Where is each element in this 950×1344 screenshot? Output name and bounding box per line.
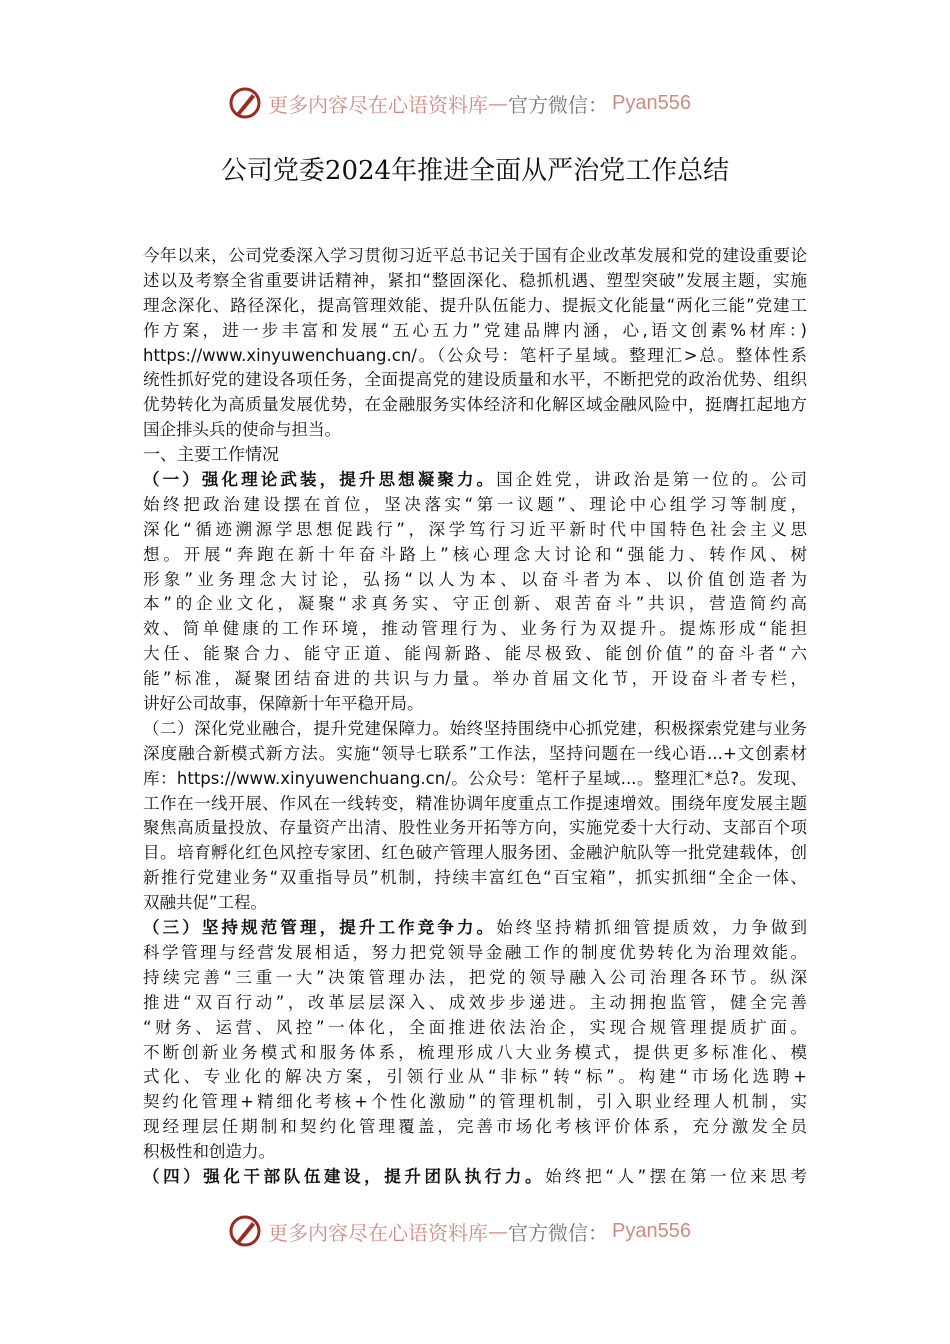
p4-heading: （四）强化干部队伍建设，提升团队执行力。 xyxy=(143,1166,546,1186)
text-line: 作方案，进一步丰富和发展“五心五力”党建品牌内涵，心,语文创素%材库：) xyxy=(143,320,807,340)
p3-first-line xyxy=(143,916,807,941)
watermark-wechat-id: Pyan556 xyxy=(612,1219,691,1242)
paragraph-3 xyxy=(143,941,807,1165)
paragraph-2 xyxy=(143,717,807,916)
watermark-wechat-id: Pyan556 xyxy=(612,91,691,114)
text-line: 形象”业务理念大讨论，弘扬“以人为本、以奋斗者为本、以价值创造者为 xyxy=(143,569,807,589)
p1-first-text: 国企姓党，讲政治是第一位的。公司 xyxy=(496,470,808,490)
text-line: 本”的企业文化，凝聚“求真务实、守正创新、艰苦奋斗”共识，营造简约高 xyxy=(143,594,807,614)
text-line: “财务、运营、风控”一体化，全面推进依法治企，实现合规管理提质扩面。 xyxy=(143,1017,807,1037)
text-line: 优势转化为高质量发展优势，在金融服务实体经济和化解区域金融风险中，挺膺扛起地方 xyxy=(143,395,807,415)
text-line: 双融共促”工程。 xyxy=(143,893,268,913)
text-line: 国企排头兵的使命与担当。 xyxy=(143,420,341,440)
text-line: 目。培育孵化红色风控专家团、红色破产管理人服务团、金融沪航队等一批党建载体，创 xyxy=(143,843,807,863)
text-line: 积极性和创造力。 xyxy=(143,1142,275,1162)
text-line: 能”标准，凝聚团结奋进的共识与力量。举办首届文化节，开设奋斗者专栏， xyxy=(143,669,807,689)
text-line: 科学管理与经营发展相适，努力把党领导金融工作的制度优势转化为治理效能。 xyxy=(143,942,807,962)
text-line: 深度融合新模式新方法。实施“领导七联系”工作法，坚持问题在一线心语...+文创素材 xyxy=(143,743,807,763)
watermark-site: 更多内容尽在心语资料库 xyxy=(268,1220,488,1245)
text-line: 深化“循迹溯源学思想促践行”，深学笃行习近平新时代中国特色社会主义思 xyxy=(143,519,807,539)
p1-first-line xyxy=(143,468,807,493)
watermark-sep: — xyxy=(488,91,508,115)
section-heading: 一、主要工作情况 xyxy=(143,445,279,466)
document-body xyxy=(143,244,807,1190)
watermark-wechat-label: 官方微信： xyxy=(508,1220,608,1245)
text-line: 推进“双百行动”，改革层层深入、成效步步递进。主动拥抱监管，健全完善 xyxy=(143,992,807,1012)
text-line: https://www.xinyuwenchuang.cn/。（公众号：笔杆子星域。整理汇>总。整体性系 xyxy=(143,345,807,365)
text-line: 契约化管理+精细化考核+个性化激励”的管理机制，引入职业经理人机制，实 xyxy=(143,1092,807,1112)
document-title: 公司党委2024年推进全面从严治党工作总结 xyxy=(220,156,730,186)
text-line: 想。开展“奔跑在新十年奋斗路上”核心理念大讨论和“强能力、转作风、树 xyxy=(143,544,807,564)
watermark-footer xyxy=(228,1211,691,1251)
text-line: 工作在一线开展、作风在一线转变，精准协调年度重点工作提速增效。围绕年度发展主题 xyxy=(143,793,807,813)
p1-heading: （一）强化理论武装，提升思想凝聚力。 xyxy=(143,470,497,490)
text-line: 聚焦高质量投放、存量资产出清、股性业务开拓等方向，实施党委十大行动、支部百个项 xyxy=(143,818,807,838)
text-line: 新推行党建业务“双重指导员”机制，持续丰富红色“百宝箱”，抓实抓细“全企一体、 xyxy=(143,868,807,888)
watermark-site: 更多内容尽在心语资料库 xyxy=(268,92,488,117)
quill-logo-icon xyxy=(228,1214,262,1248)
text-line: 效、简单健康的工作环境，推动管理行为、业务行为双提升。提炼形成“能担 xyxy=(143,619,807,639)
p3-first-text: 始终坚持精抓细管提质效，力争做到 xyxy=(496,918,808,938)
text-line: 今年以来，公司党委深入学习贯彻习近平总书记关于国有企业改革发展和党的建设重要论 xyxy=(143,246,807,265)
intro-paragraph xyxy=(143,244,807,443)
watermark-sep: — xyxy=(488,1219,508,1243)
text-line: 始终把政治建设摆在首位，坚决落实“第一议题”、理论中心组学习等制度， xyxy=(143,494,807,514)
watermark-header xyxy=(228,83,691,123)
text-line: 大任、能聚合力、能守正道、能闯新路、能尽极致、能创价值”的奋斗者“六 xyxy=(143,644,807,664)
text-line: 讲好公司故事，保障新十年平稳开局。 xyxy=(143,694,424,714)
text-line: （二）深化党业融合，提升党建保障力。始终坚持围绕中心抓党建，积极探索党建与业务 xyxy=(143,718,807,738)
watermark-wechat-label: 官方微信： xyxy=(508,92,608,117)
text-line: 式化、专业化的解决方案，引领行业从“非标”转“标”。构建“市场化选聘+ xyxy=(143,1067,807,1087)
text-line: 持续完善“三重一大”决策管理办法，把党的领导融入公司治理各环节。纵深 xyxy=(143,967,807,987)
text-line: 库：https://www.xinyuwenchuang.cn/。公众号：笔杆子星域...。整理汇*总?。发现、 xyxy=(143,768,807,788)
p4-first-text: 始终把“人”摆在第一位来思考 xyxy=(545,1166,807,1186)
p3-heading: （三）坚持规范管理，提升工作竞争力。 xyxy=(143,918,497,938)
text-line: 现经理层任期制和契约化管理覆盖，完善市场化考核评价体系，充分激发全员 xyxy=(143,1117,807,1137)
text-line: 统性抓好党的建设各项任务，全面提高党的建设质量和水平，不断把党的政治优势、组织 xyxy=(143,370,807,390)
paragraph-1 xyxy=(143,493,807,717)
quill-logo-icon xyxy=(228,86,262,120)
text-line: 不断创新业务模式和服务体系，梳理形成八大业务模式，提供更多标准化、模 xyxy=(143,1042,807,1062)
text-line: 理念深化、路径深化，提高管理效能、提升队伍能力、提振文化能量“两化三能”党建工 xyxy=(143,295,807,315)
p4-first-line xyxy=(143,1165,807,1190)
text-line: 述以及考察全省重要讲话精神，紧扣“整固深化、稳抓机遇、塑型突破”发展主题，实施 xyxy=(143,270,807,290)
